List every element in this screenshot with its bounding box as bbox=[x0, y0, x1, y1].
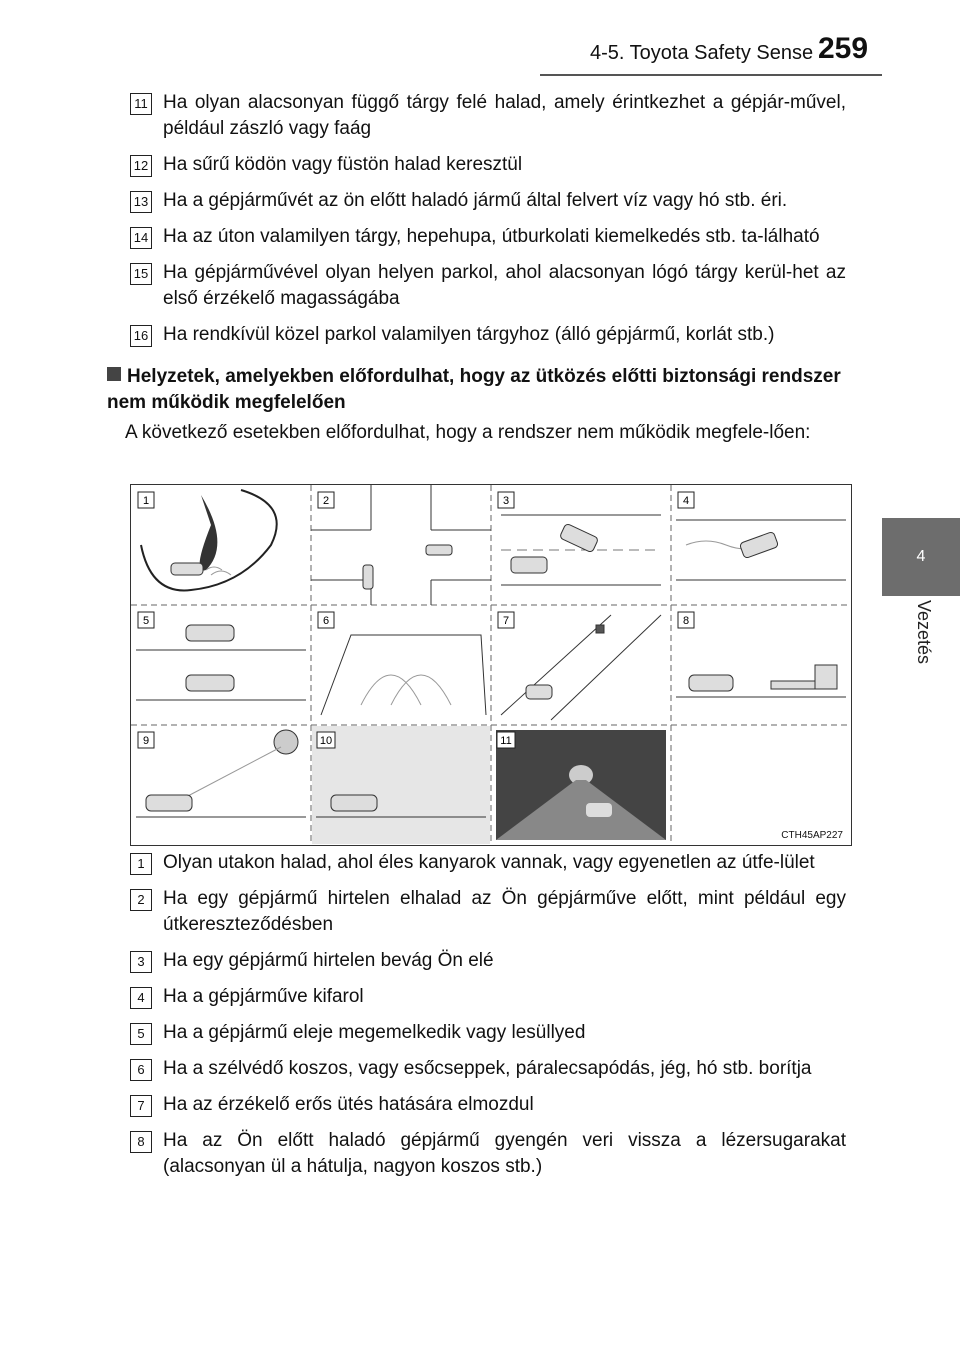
list-item bbox=[130, 1128, 846, 1180]
panel-number: 5 bbox=[142, 615, 150, 627]
header-rule bbox=[540, 74, 882, 76]
item-text: Ha a gépjárműve kifarol bbox=[163, 986, 364, 1007]
chapter-tab bbox=[882, 518, 960, 596]
list-top bbox=[130, 90, 846, 358]
item-text: Ha egy gépjármű hirtelen bevág Ön elé bbox=[163, 950, 494, 971]
panel-2-intersection bbox=[311, 485, 491, 605]
item-text: Ha egy gépjármű hirtelen elhalad az Ön gépjárműve előtt, mint például egy útkereszteződésben bbox=[163, 888, 846, 935]
panel-6-windshield bbox=[321, 635, 486, 715]
panel-11-tunnel bbox=[496, 730, 666, 840]
item-text: Ha a gépjármű eleje megemelkedik vagy lesüllyed bbox=[163, 1022, 586, 1043]
item-text: Ha sűrű ködön vagy füstön halad keresztül bbox=[163, 154, 523, 175]
illustration-grid bbox=[130, 484, 852, 846]
list-item bbox=[130, 90, 846, 142]
item-number: 12 bbox=[130, 155, 152, 177]
list-item bbox=[130, 1056, 846, 1082]
section-heading bbox=[107, 364, 853, 416]
list-item bbox=[130, 886, 846, 938]
list-item bbox=[130, 1092, 846, 1118]
list-item bbox=[130, 948, 846, 974]
item-text: Ha olyan alacsonyan függő tárgy felé halad, amely érintkezhet a gépjár-művel, például zászló vagy faág bbox=[163, 92, 846, 139]
chapter-label: Vezetés bbox=[914, 600, 934, 665]
intro-paragraph: A következő esetekben előfordulhat, hogy a rendszer nem működik megfele-lően: bbox=[125, 422, 811, 443]
list-item bbox=[130, 322, 846, 348]
list-item bbox=[130, 152, 846, 178]
illustration-svg bbox=[131, 485, 851, 845]
item-text: Ha gépjárművével olyan helyen parkol, ahol alacsonyan lógó tárgy kerül-het az első érzékelő magasságába bbox=[163, 262, 846, 309]
item-number: 1 bbox=[130, 853, 152, 875]
panel-9-sun-glare bbox=[136, 730, 306, 817]
item-number: 7 bbox=[130, 1095, 152, 1117]
panel-number: 9 bbox=[142, 735, 150, 747]
square-bullet-icon bbox=[107, 367, 121, 381]
panel-number: 6 bbox=[322, 615, 330, 627]
item-text: Ha rendkívül közel parkol valamilyen tárgyhoz (álló gépjármű, korlát stb.) bbox=[163, 324, 775, 345]
list-bottom bbox=[130, 850, 846, 1190]
panel-10-rain bbox=[312, 726, 490, 844]
list-item bbox=[130, 224, 846, 250]
item-number: 8 bbox=[130, 1131, 152, 1153]
panel-number: 1 bbox=[142, 495, 150, 507]
list-item bbox=[130, 1020, 846, 1046]
panel-3-cut-in bbox=[501, 515, 661, 585]
item-number: 5 bbox=[130, 1023, 152, 1045]
item-number: 14 bbox=[130, 227, 152, 249]
list-item bbox=[130, 850, 846, 876]
item-number: 11 bbox=[130, 93, 152, 115]
item-number: 6 bbox=[130, 1059, 152, 1081]
panel-8-low-truck bbox=[676, 665, 846, 697]
list-item bbox=[130, 984, 846, 1010]
panel-4-skid bbox=[676, 520, 846, 580]
item-number: 15 bbox=[130, 263, 152, 285]
panel-1-curve-road bbox=[141, 490, 277, 590]
panel-5-pitch bbox=[136, 625, 306, 700]
item-number: 16 bbox=[130, 325, 152, 347]
chapter-number: 4 bbox=[916, 548, 926, 565]
panel-number: 11 bbox=[500, 735, 512, 747]
item-number: 2 bbox=[130, 889, 152, 911]
panel-7-sensor bbox=[501, 615, 661, 720]
page-number: 259 bbox=[818, 32, 869, 65]
item-text: Ha az Ön előtt haladó gépjármű gyengén veri vissza a lézersugarakat (alacsonyan ül a hátulja, nagyon koszos stb.) bbox=[163, 1130, 846, 1177]
panel-number: 4 bbox=[682, 495, 690, 507]
item-text: Olyan utakon halad, ahol éles kanyarok vannak, vagy egyenetlen az útfe-lület bbox=[163, 852, 815, 873]
item-text: Ha a szélvédő koszos, vagy esőcseppek, páralecsapódás, jég, hó stb. borítja bbox=[163, 1058, 812, 1079]
figure-code: CTH45AP227 bbox=[781, 830, 843, 841]
panel-number-labels bbox=[138, 492, 694, 748]
list-item bbox=[130, 260, 846, 312]
item-number: 4 bbox=[130, 987, 152, 1009]
panel-number: 2 bbox=[322, 495, 330, 507]
section-heading-text: Helyzetek, amelyekben előfordulhat, hogy az ütközés előtti biztonsági rendszer nem működik megfelelően bbox=[107, 366, 841, 413]
item-text: Ha az érzékelő erős ütés hatására elmozdul bbox=[163, 1094, 534, 1115]
header-section-title: 4-5. Toyota Safety Sense bbox=[590, 42, 814, 64]
item-number: 13 bbox=[130, 191, 152, 213]
item-text: Ha az úton valamilyen tárgy, hepehupa, útburkolati kiemelkedés stb. ta-lálható bbox=[163, 226, 820, 247]
item-number: 3 bbox=[130, 951, 152, 973]
panel-number: 7 bbox=[502, 615, 510, 627]
panel-number: 8 bbox=[682, 615, 690, 627]
panel-number: 10 bbox=[319, 735, 333, 747]
item-text: Ha a gépjárművét az ön előtt haladó jármű által felvert víz vagy hó stb. éri. bbox=[163, 190, 788, 211]
panel-number: 3 bbox=[502, 495, 510, 507]
list-item bbox=[130, 188, 846, 214]
